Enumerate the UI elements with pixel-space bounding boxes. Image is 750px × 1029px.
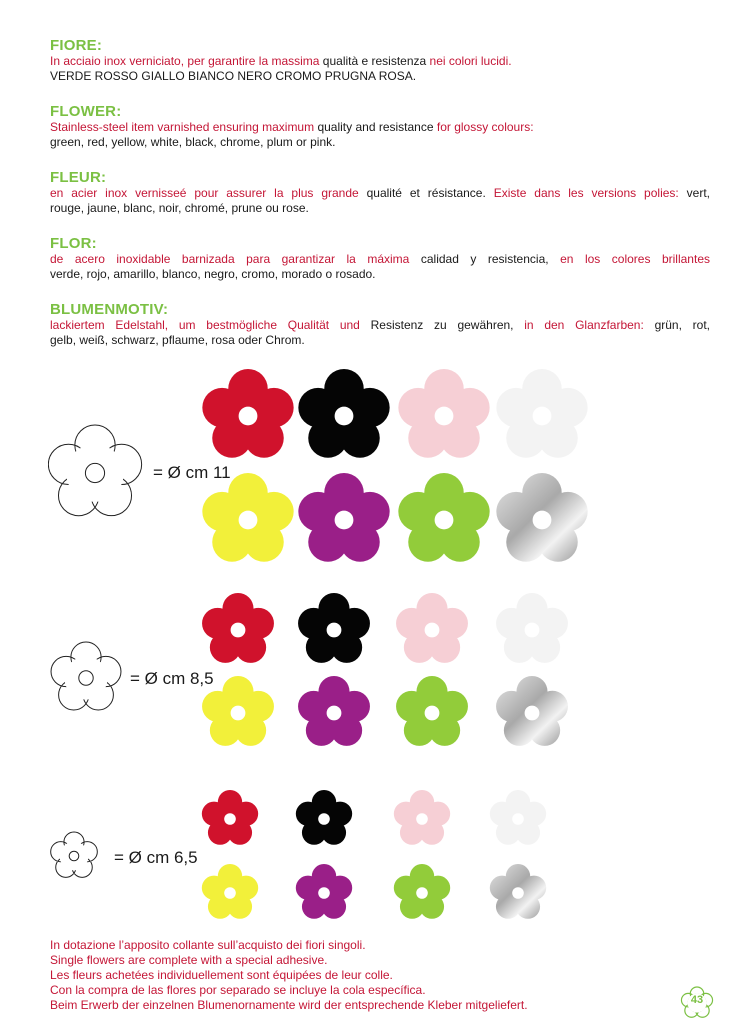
flower-green-size2 [394,864,450,919]
text-segment: Existe dans les versions polies: [493,186,687,200]
text-segment: In acciaio inox verniciato, per garantire la massima [50,54,323,68]
text-segment: rouge, jaune, blanc, noir, chromé, prune ou rose. [50,201,309,215]
flower-red-size2 [202,790,258,845]
flower-pink-size2 [394,790,450,845]
section-fiore [50,38,710,84]
section-heading: FLOWER: [50,103,122,120]
outline-flower-11 [48,425,141,516]
flower-green-size0 [398,473,489,562]
text-segment: en acier inox vernisseé pour assurer la plus grande [50,186,367,200]
section-flower [50,104,710,150]
flower-pink-size1 [396,593,468,663]
size-label-6-5: = Ø cm 6,5 [114,848,198,867]
section-line [50,186,710,201]
flower-plum-size2 [296,864,352,919]
flower-black-size1 [298,593,370,663]
section-line [50,333,710,348]
flower-chrome-size2 [490,864,546,919]
text-segment: de acero inoxidable barnizada para garantizar la máxima [50,252,421,266]
outline-flower-8-5 [51,642,121,710]
flower-white-size0 [496,369,587,458]
adhesive-notes [50,938,670,1013]
text-segment: en los colores brillantes [560,252,710,266]
flower-black-size2 [296,790,352,845]
section-fleur [50,170,710,216]
section-line [50,54,710,69]
section-line [50,120,710,135]
section-line [50,69,710,84]
text-segment: gelb, weiß, schwarz, pflaume, rosa oder Chrom. [50,333,305,347]
flower-chrome-size1 [496,676,568,746]
flower-red-size1 [202,593,274,663]
footer-line-es: Con la compra de las flores por separado se incluye la cola específica. [50,983,426,997]
section-line [50,201,710,216]
section-heading: FLEUR: [50,169,107,186]
size-label-8-5: = Ø cm 8,5 [130,669,214,688]
flower-plum-size0 [298,473,389,562]
flower-black-size0 [298,369,389,458]
flower-pink-size0 [398,369,489,458]
section-line [50,267,710,282]
text-segment: green, red, yellow, white, black, chrome, plum or pink. [50,135,336,149]
text-segment: lackiertem Edelstahl, um bestmögliche Qualität und [50,318,371,332]
text-segment: calidad y resistencia, [420,252,561,266]
text-segment: VERDE ROSSO GIALLO BIANCO NERO CROMO PRUGNA ROSA. [50,69,417,83]
text-segment: Resistenz zu gewähren, [370,318,525,332]
text-segment: qualità e resistenza [322,54,430,68]
flower-samples [48,360,608,930]
footer-line-it: In dotazione l’apposito collante sull’acquisto dei fiori singoli. [50,938,366,952]
text-segment: nei colori lucidi. [429,54,512,68]
footer-line-fr: Les fleurs achetées individuellement sont équipées de leur colle. [50,968,393,982]
flower-plum-size1 [298,676,370,746]
section-line [50,252,710,267]
size-label-11: = Ø cm 11 [153,463,231,482]
footer-line-en: Single flowers are complete with a special adhesive. [50,953,328,967]
text-segment: verde, rojo, amarillo, blanco, negro, cromo, morado o rosado. [50,267,376,281]
text-segment: Stainless-steel item varnished ensuring maximum [50,120,318,134]
section-line [50,135,710,150]
page-number: 43 [690,994,704,1006]
outline-flower-6-5 [51,832,98,877]
section-line [50,318,710,333]
text-segment: for glossy colours: [436,120,534,134]
text-segment: quality and resistance [317,120,437,134]
text-segment: in den Glanzfarben: [524,318,655,332]
section-heading: FIORE: [50,37,103,54]
flower-chrome-size0 [496,473,587,562]
flower-white-size1 [496,593,568,663]
section-heading: FLOR: [50,235,97,252]
section-heading: BLUMENMOTIV: [50,301,169,318]
section-blumenmotiv [50,302,710,348]
section-flor [50,236,710,282]
flower-red-size0 [202,369,293,458]
flower-illustrations [48,360,608,930]
flower-yellow-size2 [202,864,258,919]
text-segment: vert, [686,186,710,200]
flower-white-size2 [490,790,546,845]
text-segment: qualité et résistance. [366,186,494,200]
flower-green-size1 [396,676,468,746]
footer-line-de: Beim Erwerb der einzelnen Blumenornamente wird der entsprechende Kleber mitgeliefert. [50,998,528,1012]
flower-yellow-size0 [202,473,293,562]
text-segment: grün, rot, [654,318,710,332]
